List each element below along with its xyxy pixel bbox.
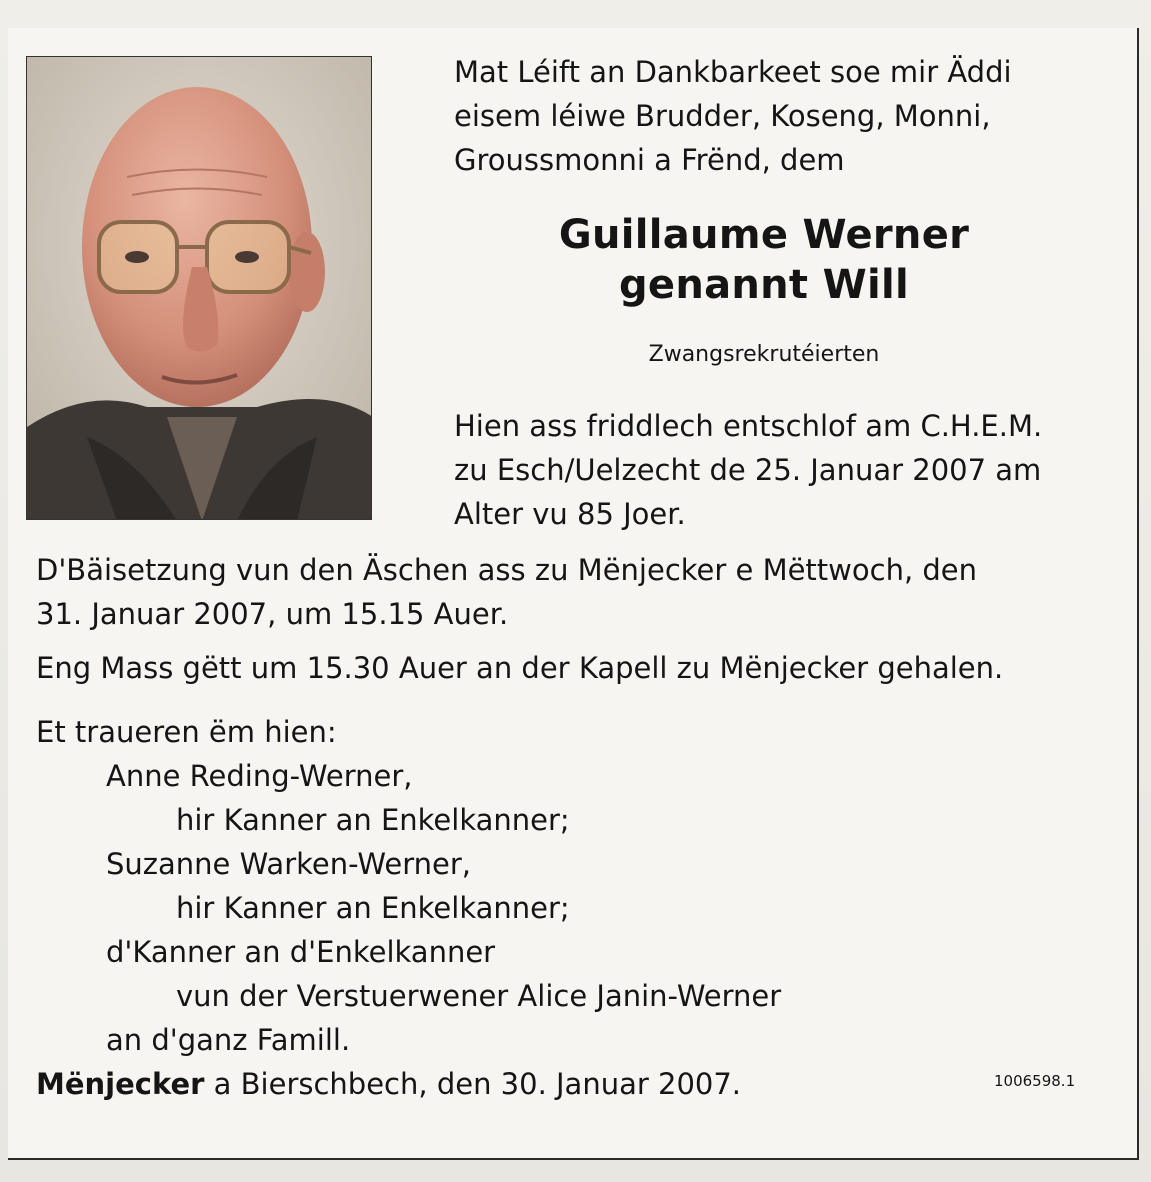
funeral-line: D'Bäisetzung vun den Äschen ass zu Mënjecker e Mëttwoch, den xyxy=(36,553,978,587)
portrait-photo xyxy=(26,56,372,520)
intro-text xyxy=(454,50,1012,182)
death-line: Alter vu 85 Joer. xyxy=(454,497,686,531)
funeral-line: 31. Januar 2007, um 15.15 Auer. xyxy=(36,597,509,631)
mourner-name: Suzanne Warken-Werner, xyxy=(106,847,471,881)
intro-line: eisem léiwe Brudder, Koseng, Monni, xyxy=(454,99,991,133)
death-line: zu Esch/Uelzecht de 25. Januar 2007 am xyxy=(454,453,1042,487)
mourner-detail: hir Kanner an Enkelkanner; xyxy=(176,891,570,925)
portrait-illustration xyxy=(27,57,372,520)
deceased-name-line1: Guillaume Werner xyxy=(558,212,970,258)
death-text xyxy=(454,404,1042,536)
signature-line xyxy=(36,1062,741,1106)
mass-text: Eng Mass gëtt um 15.30 Auer an der Kapell zu Mënjecker gehalen. xyxy=(36,651,1004,685)
signature-place: Mënjecker xyxy=(36,1067,205,1101)
deceased-subtitle: Zwangsrekrutéierten xyxy=(648,342,880,367)
intro-line: Groussmonni a Frënd, dem xyxy=(454,143,845,177)
reference-number: 1006598.1 xyxy=(994,1072,1076,1090)
deceased-name-line2: genannt Will xyxy=(618,262,910,308)
mourner-name: Anne Reding-Werner, xyxy=(106,759,413,793)
deceased-name xyxy=(454,210,1074,310)
mourner-detail: hir Kanner an Enkelkanner; xyxy=(176,803,570,837)
mourner-detail: vun der Verstuerwener Alice Janin-Werner xyxy=(176,979,782,1013)
funeral-text xyxy=(36,548,977,636)
signature-rest: a Bierschbech, den 30. Januar 2007. xyxy=(204,1067,742,1101)
mourners-heading: Et traueren ëm hien: xyxy=(36,715,337,749)
mourner-name: d'Kanner an d'Enkelkanner xyxy=(106,935,496,969)
intro-line: Mat Léift an Dankbarkeet soe mir Äddi xyxy=(454,55,1012,89)
death-line: Hien ass friddlech entschlof am C.H.E.M. xyxy=(454,409,1043,443)
mourner-name: an d'ganz Famill. xyxy=(106,1023,351,1057)
